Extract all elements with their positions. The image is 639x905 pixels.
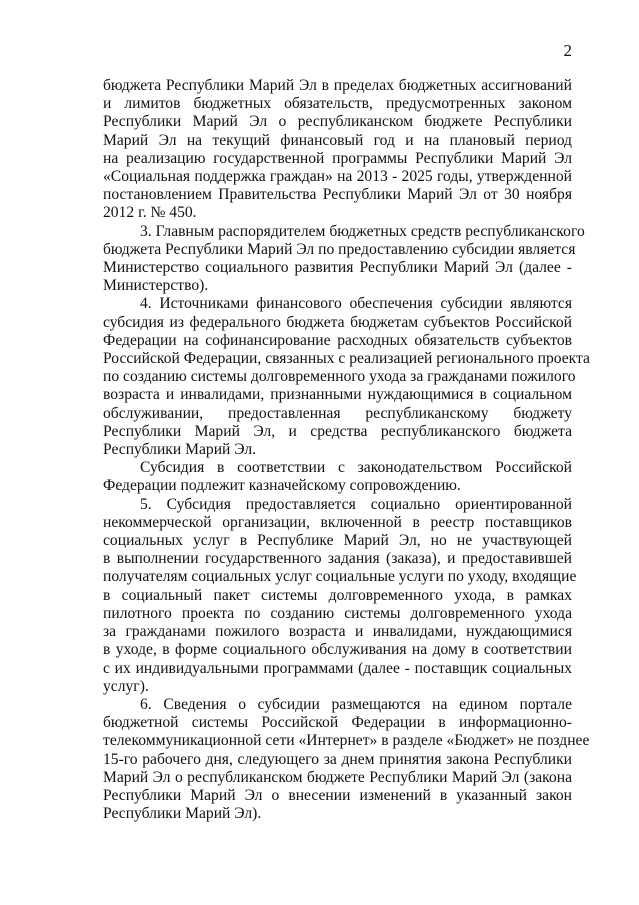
page-number: 2 (563, 41, 572, 60)
paragraph (103, 495, 577, 696)
text-line: за гражданами пожилого возраста и инвалидами, нуждающимися (103, 623, 572, 641)
text-line: на реализацию государственной программы Республики Марий Эл (103, 149, 572, 167)
text-line: 4. Источниками финансового обеспечения субсидии являются (140, 295, 572, 313)
text-line: обслуживании, предоставленная республиканскому бюджету (103, 404, 572, 422)
paragraph (103, 222, 585, 296)
text-line: Республики Марий Эл). (103, 805, 262, 823)
document-body (103, 77, 590, 823)
text-line: постановлением Правительства Республики Марий Эл от 30 ноября (103, 186, 572, 204)
text-line: некоммерческой организации, включенной в реестр поставщиков (103, 513, 572, 531)
text-line: бюджета Республики Марий Эл по предоставлению субсидии является (103, 240, 576, 258)
text-line: бюджетной системы Российской Федерации в информационно- (103, 714, 572, 732)
text-line: по созданию системы долговременного ухода за гражданами пожилого (103, 368, 576, 386)
text-line: Республики Марий Эл о республиканском бюджете Республики (103, 113, 572, 131)
text-line: возраста и инвалидами, признанными нуждающимися в социальном (103, 386, 572, 404)
paragraph (103, 77, 572, 223)
text-line: социальных услуг в Республике Марий Эл, но не участвующей (103, 532, 572, 550)
text-line: получателям социальных услуг социальные услуги по уходу, входящие (103, 568, 577, 586)
text-line: 2012 г. № 450. (103, 204, 197, 222)
text-line: 6. Сведения о субсидии размещаются на едином портале (140, 695, 572, 713)
text-line: Федерации подлежит казначейскому сопровождению. (103, 477, 461, 495)
text-line: в уходе, в форме социального обслуживания на дому в соответствии (103, 641, 572, 659)
text-line: бюджета Республики Марий Эл в пределах бюджетных ассигнований (103, 77, 572, 94)
text-line: и лимитов бюджетных обязательств, предусмотренных законом (103, 95, 572, 113)
text-line: Марий Эл о республиканском бюджете Республики Марий Эл (закона (103, 768, 572, 786)
text-line: Субсидия в соответствии с законодательством Российской (140, 459, 572, 477)
text-line: в выполнении государственного задания (заказа), и предоставившей (103, 550, 572, 568)
paragraph (103, 295, 590, 459)
text-line: Марий Эл на текущий финансовый год и на плановый период (103, 131, 572, 149)
text-line: услуг). (103, 677, 149, 695)
text-line: Республики Марий Эл. (103, 441, 257, 459)
text-line: «Социальная поддержка граждан» на 2013 - 2025 годы, утвержденной (103, 168, 572, 186)
text-line: в социальный пакет системы долговременного ухода, в рамках (103, 586, 572, 604)
text-line: 15-го рабочего дня, следующего за днем принятия закона Республики (103, 750, 572, 768)
text-line: Федерации на софинансирование расходных обязательств субъектов (103, 331, 572, 349)
text-line: Министерство социального развития Республики Марий Эл (далее - (103, 259, 572, 277)
paragraph (103, 695, 590, 823)
paragraph (103, 459, 572, 495)
text-line: 3. Главным распорядителем бюджетных средств республиканского (140, 222, 585, 240)
text-line: Республики Марий Эл о внесении изменений в указанный закон (103, 786, 572, 804)
text-line: пилотного проекта по созданию системы долговременного ухода (103, 604, 572, 622)
text-line: телекоммуникационной сети «Интернет» в разделе «Бюджет» не позднее (103, 732, 590, 750)
text-line: с их индивидуальными программами (далее - поставщик социальных (103, 659, 572, 677)
text-line: Российской Федерации, связанных с реализацией регионального проекта (103, 350, 590, 368)
text-line: 5. Субсидия предоставляется социально ориентированной (140, 495, 572, 513)
text-line: Министерство). (103, 277, 209, 295)
text-line: субсидия из федерального бюджета бюджетам субъектов Российской (103, 313, 572, 331)
text-line: Республики Марий Эл, и средства республиканского бюджета (103, 422, 572, 440)
